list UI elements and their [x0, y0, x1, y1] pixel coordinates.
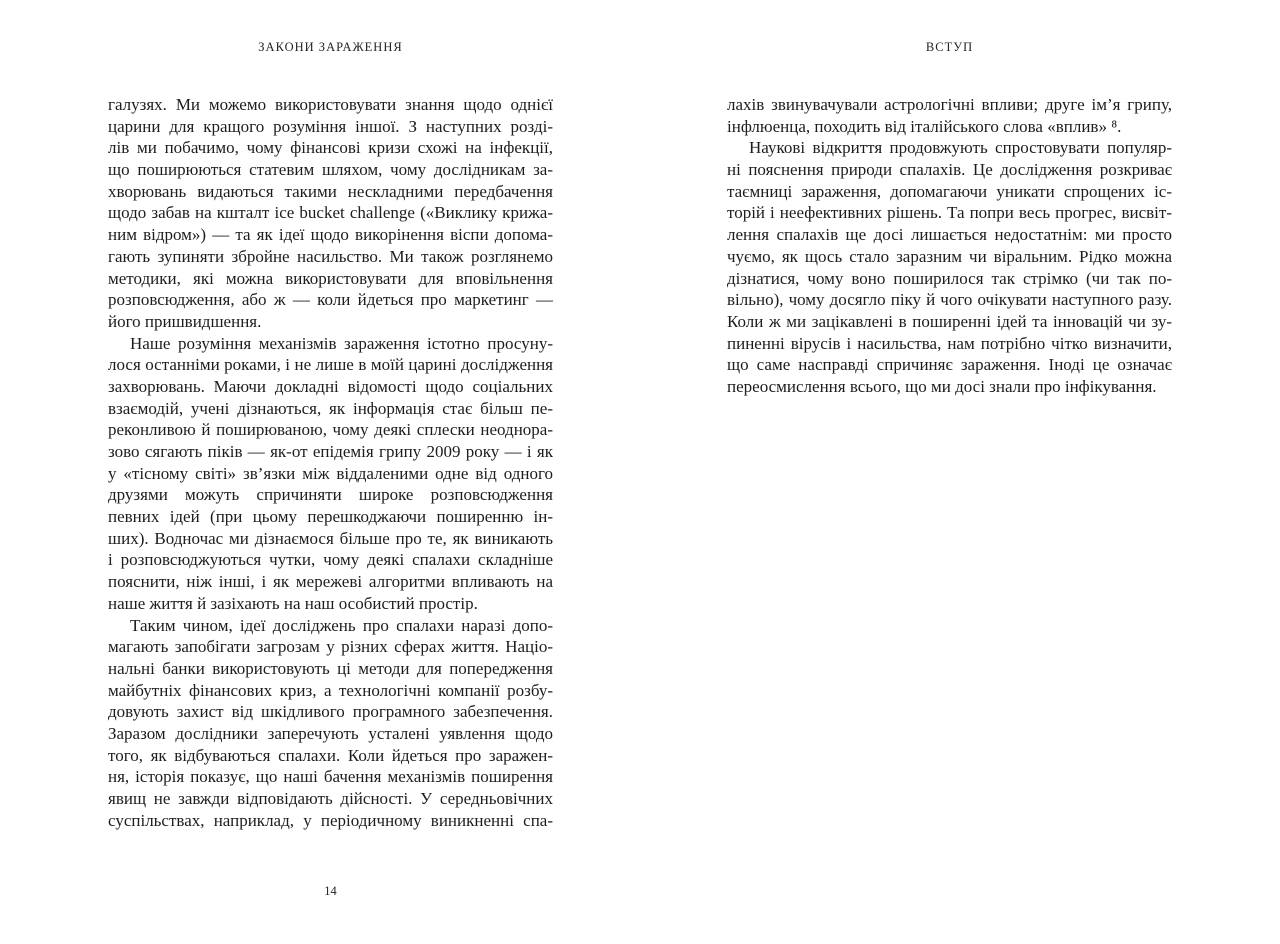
text-line: Заразом дослідники заперечують усталені уявлення щодо: [108, 723, 553, 743]
text-line: певних ідей (при цьому перешкоджаючи поширенню ін-: [108, 507, 553, 527]
text-line: переосмислення всього, що ми досі знали про інфікування.: [727, 376, 1157, 396]
text-line: ним відром») — та як ідеї щодо викорінення віспи допома-: [108, 225, 553, 245]
paragraph: [108, 615, 553, 832]
text-line: гають зупиняти збройне насильство. Ми також розглянемо: [108, 246, 553, 266]
text-line: лося останніми роками, і не лише в моїй царині дослідження: [108, 355, 553, 375]
text-line: торій і неефективних рішень. Та попри весь прогрес, висвіт-: [727, 203, 1172, 223]
text-line: що саме насправді спричиняє зараження. Іноді це означає: [727, 355, 1172, 375]
text-line: реконливою й поширюваною, чому деякі сплески неоднора-: [108, 420, 553, 440]
text-line: захворювань. Маючи докладні відомості щодо соціальних: [108, 376, 553, 396]
text-line: і розповсюджуються чутки, чому деякі спалахи складніше: [108, 550, 553, 570]
text-line: ня, історія показує, що наші бачення механізмів поширення: [108, 767, 553, 787]
text-line: галузях. Ми можемо використовувати знання щодо однієї: [108, 95, 553, 114]
text-line: лахів звинувачували астрологічні впливи; друге ім’я грипу,: [727, 95, 1172, 114]
text-line: нальні банки використовують ці методи для попередження: [108, 658, 553, 678]
text-line: друзями можуть спричиняти широке розповсюдження: [108, 485, 553, 505]
text-line: Наше розуміння механізмів зараження істотно просуну-: [130, 333, 553, 353]
text-line: щодо забав на кшталт ice bucket challenge («Виклику крижа-: [108, 203, 553, 223]
page-number: 14: [324, 884, 337, 898]
text-line: того, як відбуваються спалахи. Коли йдеться про заражен-: [108, 745, 553, 765]
right-page-text: [727, 94, 1172, 398]
text-line: що поширюються статевим шляхом, чому дослідникам за-: [108, 160, 553, 180]
text-line: інфлюенца, походить від італійського слова «вплив» ⁸.: [727, 116, 1122, 136]
right-page: [727, 0, 1172, 944]
text-line: явищ не завжди відповідають дійсності. У середньовічних: [108, 789, 553, 808]
text-line: ших). Водночас ми дізнаємося більше про те, як виникають: [108, 528, 553, 548]
paragraph: [108, 333, 553, 615]
text-line: зово сягають піків — як-от епідемія грипу 2009 року — і як: [108, 442, 553, 461]
text-line: у «тісному світі» зв’язки між віддаленими одне від одного: [108, 463, 553, 483]
text-line: взаємодій, учені дізнаються, як інформація стає більш пе-: [108, 398, 553, 418]
paragraph: [727, 137, 1172, 397]
text-line: хворювань видаються такими нескладними передбачення: [108, 181, 553, 201]
text-line: розповсюдження, або ж — коли йдеться про маркетинг —: [108, 290, 553, 310]
text-line: майбутніх фінансових криз, а технологічні компанії розбу-: [108, 680, 553, 700]
running-head-left: ЗАКОНИ ЗАРАЖЕННЯ: [258, 40, 403, 54]
text-line: чуємо, як щось стало заразним чи віральним. Рідко можна: [727, 246, 1172, 266]
text-line: Наукові відкриття продовжують спростовувати популяр-: [749, 138, 1172, 158]
text-line: ні пояснення природи спалахів. Це дослідження розкриває: [727, 160, 1172, 180]
text-line: царини для кращого розуміння іншої. З наступних розді-: [108, 116, 553, 136]
left-page-text: [108, 94, 553, 831]
left-page: [108, 0, 553, 944]
text-line: пиненні вірусів і насильства, нам потрібно чітко визначити,: [727, 333, 1172, 353]
paragraph: [727, 94, 1172, 137]
paragraph: [108, 94, 553, 333]
text-line: вільно), чому досягло піку й чого очікувати наступного разу.: [727, 290, 1172, 310]
text-line: наше життя й зазіхають на наш особистий простір.: [108, 593, 478, 613]
text-line: лення спалахів ще досі лишається недостатнім: ми просто: [727, 225, 1172, 245]
text-line: суспільствах, наприклад, у періодичному виникненні спа-: [108, 810, 553, 830]
text-line: Таким чином, ідеї досліджень про спалахи наразі допо-: [130, 615, 553, 635]
text-line: методики, які можна використовувати для вповільнення: [108, 268, 553, 288]
text-line: магають запобігати загрозам у різних сферах життя. Націо-: [108, 637, 553, 657]
text-line: пояснити, ніж інші, і як мережеві алгоритми впливають на: [108, 572, 553, 592]
text-line: Коли ж ми зацікавлені в поширенні ідей та інновацій чи зу-: [727, 311, 1172, 331]
text-line: таємниці зараження, допомагаючи уникати спрощених іс-: [727, 181, 1172, 201]
running-head-right: ВСТУП: [925, 40, 974, 54]
text-line: дізнатися, чому воно поширилося так стрімко (чи так по-: [727, 268, 1172, 288]
text-line: лів ми побачимо, чому фінансові кризи схожі на інфекції,: [108, 138, 553, 158]
text-line: довують захист від шкідливого програмного забезпечення.: [108, 702, 553, 722]
text-line: його пришвидшення.: [108, 311, 262, 331]
